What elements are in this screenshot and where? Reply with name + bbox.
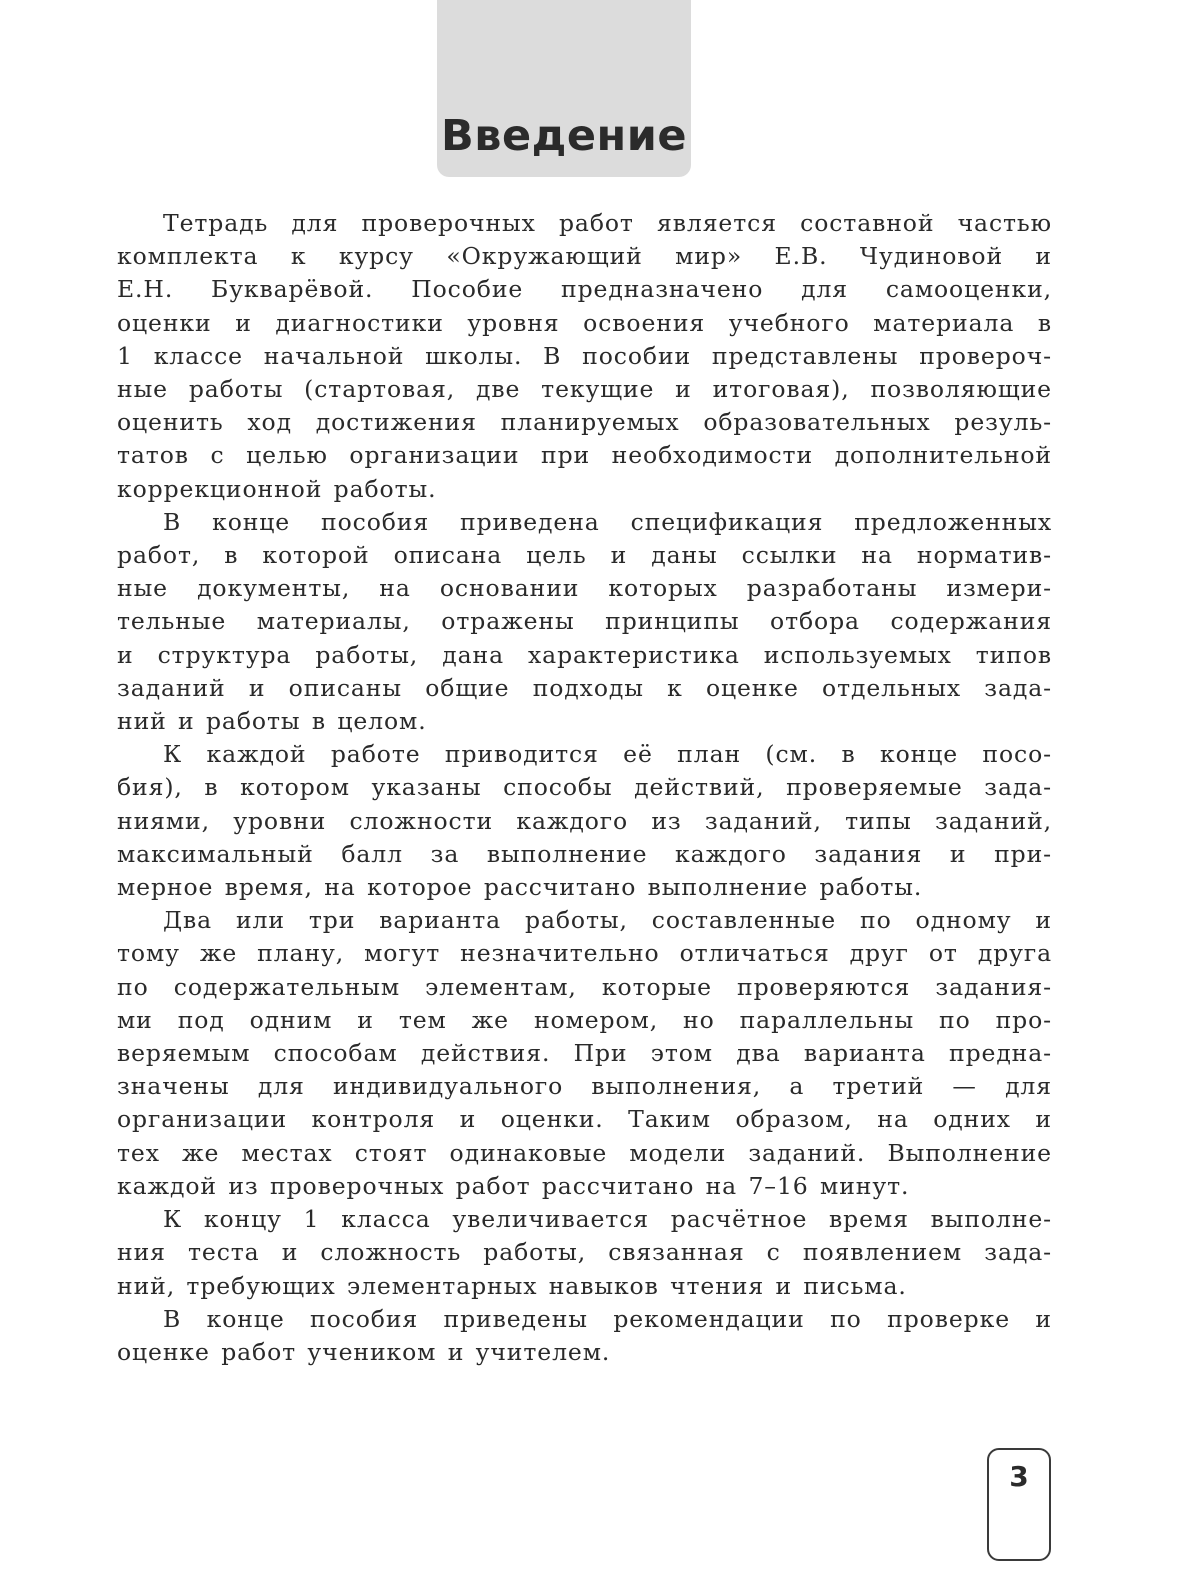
text-line: тех же местах стоят одинаковые модели заданий. Выполнение (117, 1138, 1052, 1167)
text-line: максимальный балл за выполнение каждого задания и при- (117, 839, 1052, 868)
text-line: ний, требующих элементарных навыков чтения и письма. (117, 1271, 907, 1300)
page-number: 3 (1009, 1460, 1029, 1493)
text-line: тому же плану, могут незначительно отличаться друг от друга (117, 939, 1052, 968)
text-line: К концу 1 класса увеличивается расчётное время выполне- (163, 1205, 1052, 1234)
text-line: оценки и диагностики уровня освоения учебного материала в (117, 308, 1052, 337)
text-line: ми под одним и тем же номером, но параллельны по про- (117, 1005, 1052, 1034)
text-line: ные документы, на основании которых разработаны измери- (117, 574, 1052, 603)
paragraph-4 (117, 904, 1052, 1203)
text-line: ниями, уровни сложности каждого из заданий, типы заданий, (117, 806, 1052, 835)
text-line: В конце пособия приведена спецификация предложенных (163, 507, 1052, 536)
text-line: коррекционной работы. (117, 474, 437, 503)
page-title: Введение (440, 111, 688, 161)
text-line: комплекта к курсу «Окружающий мир» Е.В. Чудиновой и (117, 242, 1052, 271)
text-line: Два или три варианта работы, составленные по одному и (163, 906, 1052, 935)
title-tab (437, 0, 691, 177)
paragraph-6 (117, 1303, 1052, 1369)
text-line: Е.Н. Букварёвой. Пособие предназначено для самооценки, (117, 275, 1052, 304)
text-line: 1 классе начальной школы. В пособии представлены провероч- (117, 341, 1052, 370)
text-line: оценить ход достижения планируемых образовательных резуль- (117, 408, 1052, 437)
text-line: каждой из проверочных работ рассчитано на 7–16 минут. (117, 1171, 910, 1200)
text-line: мерное время, на которое рассчитано выполнение работы. (117, 873, 923, 902)
text-line: тельные материалы, отражены принципы отбора содержания (117, 607, 1052, 636)
text-line: ния теста и сложность работы, связанная с появлением зада- (117, 1238, 1052, 1267)
text-line: веряемым способам действия. При этом два варианта предна- (117, 1039, 1052, 1068)
text-line: оценке работ учеником и учителем. (117, 1337, 611, 1366)
paragraph-5 (117, 1203, 1052, 1303)
text-line: работ, в которой описана цель и даны ссылки на норматив- (117, 541, 1052, 570)
text-line: К каждой работе приводится её план (см. в конце посо- (163, 740, 1052, 769)
text-line: и структура работы, дана характеристика используемых типов (117, 640, 1052, 669)
text-line: ний и работы в целом. (117, 707, 427, 736)
text-line: Тетрадь для проверочных работ является составной частью (163, 209, 1052, 237)
text-line: бия), в котором указаны способы действий, проверяемые зада- (117, 773, 1052, 802)
body-text (117, 207, 1052, 1369)
text-line: заданий и описаны общие подходы к оценке отдельных зада- (117, 673, 1052, 702)
text-line: В конце пособия приведены рекомендации по проверке и (163, 1304, 1052, 1333)
text-line: татов с целью организации при необходимости дополнительной (117, 441, 1052, 470)
text-line: организации контроля и оценки. Таким образом, на одних и (117, 1105, 1052, 1134)
paragraph-2 (117, 506, 1052, 738)
text-line: ные работы (стартовая, две текущие и итоговая), позволяющие (117, 375, 1052, 404)
page-number-box (987, 1448, 1051, 1561)
text-line: по содержательным элементам, которые проверяются задания- (117, 972, 1052, 1001)
paragraph-1 (117, 207, 1052, 506)
paragraph-3 (117, 738, 1052, 904)
text-line: значены для индивидуального выполнения, а третий — для (117, 1072, 1052, 1101)
